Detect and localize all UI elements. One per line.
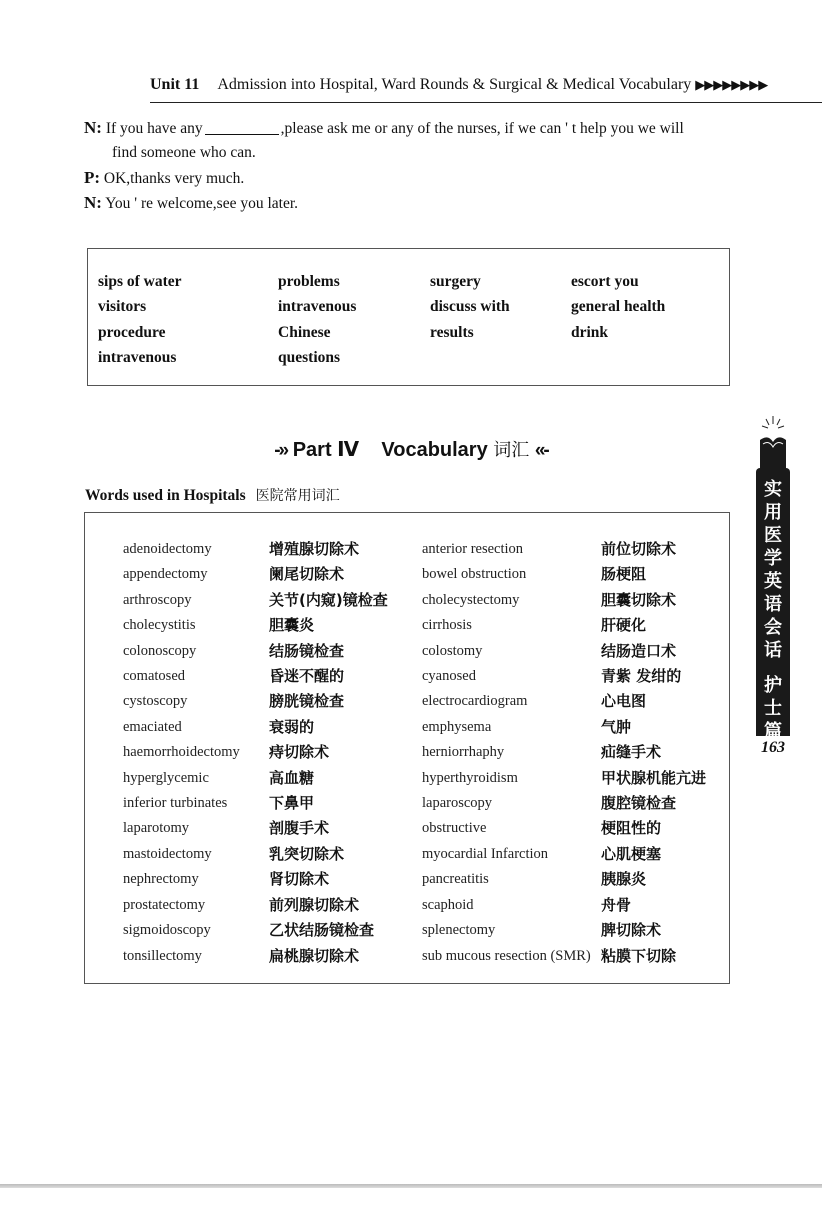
side-tab-char: 会 xyxy=(764,617,782,638)
side-tab-char: 医 xyxy=(764,525,782,546)
vocab-entry: 结肠镜检查 xyxy=(269,641,345,660)
vocab-entry: 阑尾切除术 xyxy=(269,565,345,584)
word-bank-column xyxy=(98,269,182,370)
dialogue-text: OK,thanks very much. xyxy=(103,170,245,187)
vocab-entry: nephrectomy xyxy=(123,871,199,888)
part-title: Vocabulary xyxy=(381,439,488,461)
vocab-entry: appendectomy xyxy=(123,566,208,583)
vocab-entry: 心电图 xyxy=(601,692,647,711)
vocab-entry: 胆囊炎 xyxy=(269,616,315,635)
word-bank-item: problems xyxy=(278,273,340,290)
vocab-entry: pancreatitis xyxy=(422,871,489,888)
part-number: Part Ⅳ xyxy=(292,439,360,461)
bottom-rule xyxy=(0,1184,822,1188)
vocab-entry: splenectomy xyxy=(422,922,496,939)
vocab-entry: 前列腺切除术 xyxy=(269,895,360,914)
word-bank-item: visitors xyxy=(98,298,147,316)
word-bank-box xyxy=(87,248,730,386)
vocab-entry: haemorrhoidectomy xyxy=(123,744,240,761)
vocab-entry: bowel obstruction xyxy=(422,566,527,583)
vocab-entry: 痔切除术 xyxy=(269,743,330,762)
word-bank-column xyxy=(430,269,510,345)
vocab-entry: 扁桃腺切除术 xyxy=(269,946,360,965)
side-tab-char: 语 xyxy=(764,594,782,615)
right-arrow-ornament-icon: «- xyxy=(534,440,548,461)
vocab-entry: 剖腹手术 xyxy=(269,819,330,838)
vocab-entry: 乙状结肠镜检查 xyxy=(269,921,375,940)
vocab-entry: obstructive xyxy=(422,820,487,837)
vocab-entry: 肝硬化 xyxy=(601,616,647,635)
vocab-entry: mastoidectomy xyxy=(123,845,212,862)
word-bank-column xyxy=(571,269,665,345)
dialogue-text: ,please ask me or any of the nurses, if we can ' t help you we will xyxy=(280,120,684,137)
word-bank-item: escort you xyxy=(571,273,639,290)
dialogue-line-1-continuation: find someone who can. xyxy=(112,144,256,161)
vocab-entry: 乳突切除术 xyxy=(269,844,345,863)
side-tab-char: 士 xyxy=(764,698,782,719)
side-tab-char: 话 xyxy=(764,640,782,661)
vocab-entry: 膀胱镜检查 xyxy=(269,692,345,711)
vocab-entry: 昏迷不醒的 xyxy=(269,667,345,686)
part-heading xyxy=(0,436,822,462)
vocab-entry: sub mucous resection (SMR) xyxy=(422,947,591,964)
vocabulary-table xyxy=(84,512,730,984)
vocab-entry: comatosed xyxy=(123,668,186,685)
vocab-entry: cholecystectomy xyxy=(422,591,520,608)
vocab-column-right-en xyxy=(422,537,591,969)
dialogue-line-3 xyxy=(84,193,298,213)
page-number: 163 xyxy=(761,739,785,756)
vocab-column-left-zh xyxy=(269,537,388,969)
vocab-entry: 粘膜下切除 xyxy=(601,946,677,965)
vocab-entry: emphysema xyxy=(422,718,492,735)
part-title-zh: 词汇 xyxy=(493,440,530,461)
vocab-entry: electrocardiogram xyxy=(422,693,528,710)
vocab-entry: 肠梗阻 xyxy=(601,565,647,584)
word-bank-item: general health xyxy=(571,298,666,316)
word-bank-item: sips of water xyxy=(98,273,182,290)
vocab-entry: arthroscopy xyxy=(123,591,192,608)
vocab-entry: cholecystitis xyxy=(123,617,196,634)
section-label-zh: 医院常用词汇 xyxy=(255,488,340,504)
vocab-entry: colonoscopy xyxy=(123,642,197,659)
vocab-entry: 衰弱的 xyxy=(269,717,315,736)
vocab-entry: laparotomy xyxy=(123,820,190,837)
speaker-label: P: xyxy=(84,168,101,187)
vocab-entry: 青紫 发绀的 xyxy=(601,667,682,686)
vocab-entry: 肾切除术 xyxy=(269,870,330,889)
word-bank-column xyxy=(278,269,356,370)
word-bank-item: surgery xyxy=(430,273,481,290)
vocab-entry: 胰腺炎 xyxy=(601,870,647,889)
vocab-entry: 脾切除术 xyxy=(601,921,662,940)
vocab-entry: hyperthyroidism xyxy=(422,769,518,786)
side-tab-char: 实 xyxy=(764,479,782,500)
vocab-column-left-en xyxy=(123,537,240,969)
open-book-icon xyxy=(758,414,788,470)
section-label-en: Words used in Hospitals xyxy=(85,487,246,504)
vocab-entry: tonsillectomy xyxy=(123,947,202,964)
vocab-entry: cyanosed xyxy=(422,668,476,685)
vocab-entry: colostomy xyxy=(422,642,483,659)
vocab-entry: 胆囊切除术 xyxy=(601,590,677,609)
word-bank-item: intravenous xyxy=(98,348,177,366)
vocab-entry: 腹腔镜检查 xyxy=(601,794,677,813)
vocab-entry: scaphoid xyxy=(422,896,474,913)
word-bank-item: procedure xyxy=(98,323,166,341)
side-tab-char: 用 xyxy=(764,502,782,523)
word-bank-item: discuss with xyxy=(430,298,510,316)
vocab-entry: cirrhosis xyxy=(422,617,472,634)
vocab-entry: 疝缝手术 xyxy=(601,743,662,762)
word-bank-item: Chinese xyxy=(278,323,331,341)
vocab-entry: 甲状腺机能亢进 xyxy=(601,768,707,787)
side-tab xyxy=(756,468,790,742)
dialogue-text: You ' re welcome,see you later. xyxy=(105,195,299,212)
left-arrow-ornament-icon: -» xyxy=(274,440,288,461)
dialogue-line-1 xyxy=(84,118,684,138)
vocab-entry: 梗阻性的 xyxy=(601,819,662,838)
dialogue-text: If you have any xyxy=(105,120,203,137)
word-bank-item: intravenous xyxy=(278,298,357,316)
vocab-entry: cystoscopy xyxy=(123,693,188,710)
vocab-entry: 增殖腺切除术 xyxy=(269,540,360,558)
vocab-entry: herniorrhaphy xyxy=(422,744,505,761)
vocab-entry: hyperglycemic xyxy=(123,769,209,786)
vocab-entry: 心肌梗塞 xyxy=(601,844,662,863)
vocab-entry: 下鼻甲 xyxy=(269,794,315,813)
vocab-entry: laparoscopy xyxy=(422,795,493,812)
vocab-entry: 结肠造口术 xyxy=(601,641,677,660)
vocab-entry: inferior turbinates xyxy=(123,795,228,812)
vocab-entry: sigmoidoscopy xyxy=(123,922,211,939)
vocab-entry: prostatectomy xyxy=(123,896,206,913)
fill-in-blank xyxy=(205,120,279,135)
vocab-entry: myocardial Infarction xyxy=(422,845,549,862)
vocab-entry: anterior resection xyxy=(422,541,524,557)
word-bank-item: questions xyxy=(278,348,341,366)
side-tab-char: 篇 xyxy=(764,721,782,742)
header-arrows-icon: ▶▶▶▶▶▶▶▶ xyxy=(695,77,768,92)
side-tab-char: 英 xyxy=(764,571,782,592)
vocab-entry: 关节(内窥)镜检查 xyxy=(269,590,388,609)
side-tab-char: 学 xyxy=(764,548,782,569)
running-header xyxy=(150,76,822,103)
dialogue-line-2 xyxy=(84,168,244,188)
vocab-entry: emaciated xyxy=(123,718,182,735)
section-label xyxy=(85,485,340,505)
vocab-entry: 前位切除术 xyxy=(601,540,677,558)
word-bank-item: drink xyxy=(571,323,609,341)
side-tab-char: 护 xyxy=(764,675,782,696)
word-bank-item: results xyxy=(430,323,474,341)
unit-label: Unit 11 xyxy=(150,76,200,93)
vocab-entry: 舟骨 xyxy=(601,895,632,914)
vocab-entry: 气肿 xyxy=(601,717,632,736)
vocab-entry: 高血糖 xyxy=(269,768,315,787)
vocab-entry: adenoidectomy xyxy=(123,541,212,557)
speaker-label: N: xyxy=(84,118,102,137)
header-title: Admission into Hospital, Ward Rounds & Surgical & Medical Vocabulary xyxy=(217,76,692,93)
speaker-label: N: xyxy=(84,193,102,212)
vocab-column-right-zh xyxy=(601,537,706,969)
